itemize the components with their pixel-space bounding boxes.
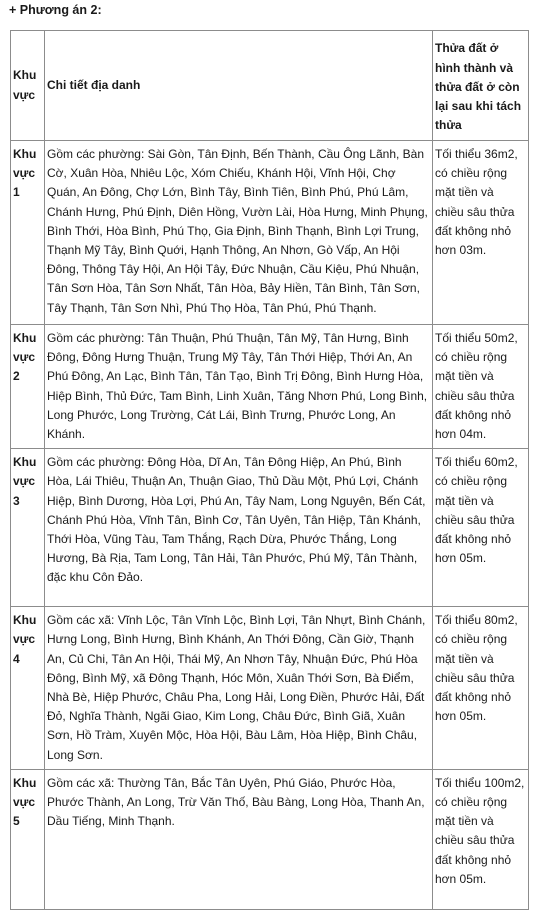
requirement-cell: Tối thiểu 50m2, có chiều rộng mặt tiền và chiều sâu thửa đất không nhỏ hơn 04m.: [433, 325, 529, 449]
table-row: [11, 769, 529, 909]
table-container: [0, 20, 535, 910]
region-cell: Khu vực 5: [11, 769, 45, 909]
table-row: [11, 449, 529, 607]
table-header-row: [11, 31, 529, 141]
detail-cell: Gồm các phường: Đông Hòa, Dĩ An, Tân Đông Hiệp, An Phú, Bình Hòa, Lái Thiêu, Thuận An, Thuận Giao, Thủ Dầu Một, Phú Lợi, Chánh Hiệp, Bình Dương, Hòa Lợi, Phú An, Tây Nam, Long Nguyên, Bến Cát, Chánh Phú Hòa, Vĩnh Tân, Bình Cơ, Tân Uyên, Tân Hiệp, Tân Khánh, Thới Hòa, Vũng Tàu, Tam Thắng, Rạch Dừa, Phước Thắng, Long Hương, Bà Rịa, Tam Long, Tân Hải, Tân Phước, Phú Mỹ, Tân Thành, đặc khu Côn Đảo.: [45, 449, 433, 607]
detail-cell: Gồm các xã: Thường Tân, Bắc Tân Uyên, Phú Giáo, Phước Hòa, Phước Thành, An Long, Trừ Văn Thố, Bàu Bàng, Long Hòa, Thanh An, Dầu Tiếng, Minh Thạnh.: [45, 769, 433, 909]
detail-cell: Gồm các xã: Vĩnh Lộc, Tân Vĩnh Lộc, Bình Lợi, Tân Nhựt, Bình Chánh, Hưng Long, Bình Hưng, Bình Khánh, An Thới Đông, Cần Giờ, Thạnh An, Củ Chi, Tân An Hội, Thái Mỹ, An Nhơn Tây, Nhuận Đức, Phú Hòa Đông, Bình Mỹ, xã Đông Thạnh, Hóc Môn, Xuân Thới Sơn, Bà Điểm, Nhà Bè, Hiệp Phước, Châu Pha, Long Hải, Long Điền, Phước Hải, Đất Đỏ, Nghĩa Thành, Ngãi Giao, Kim Long, Châu Đức, Bình Giã, Xuân Sơn, Hồ Tràm, Xuyên Mộc, Hòa Hội, Bàu Lâm, Hòa Hiệp, Bình Châu, Long Sơn.: [45, 607, 433, 770]
detail-cell: Gồm các phường: Tân Thuận, Phú Thuận, Tân Mỹ, Tân Hưng, Bình Đông, Đông Hưng Thuận, Trung Mỹ Tây, Tân Thới Hiệp, Thới An, An Phú Đông, An Lạc, Bình Tân, Tân Tạo, Bình Trị Đông, Bình Hưng Hòa, Hiệp Bình, Thủ Đức, Tam Bình, Linh Xuân, Tăng Nhơn Phú, Long Bình, Long Phước, Long Trường, Cát Lái, Bình Trưng, Phước Long, An Khánh.: [45, 325, 433, 449]
section-heading: + Phương án 2:: [9, 3, 102, 17]
table-row: [11, 141, 529, 325]
region-cell: Khu vực 1: [11, 141, 45, 325]
requirement-cell: Tối thiểu 80m2, có chiều rộng mặt tiền và chiều sâu thửa đất không nhỏ hơn 05m.: [433, 607, 529, 770]
requirement-cell: Tối thiểu 60m2, có chiều rộng mặt tiền và chiều sâu thửa đất không nhỏ hơn 05m.: [433, 449, 529, 607]
land-division-table: [10, 30, 529, 910]
table-row: [11, 325, 529, 449]
detail-cell: Gồm các phường: Sài Gòn, Tân Định, Bến Thành, Cầu Ông Lãnh, Bàn Cờ, Xuân Hòa, Nhiêu Lộc, Xóm Chiếu, Khánh Hội, Vĩnh Hội, Chợ Quán, An Đông, Chợ Lớn, Bình Tây, Bình Tiên, Bình Phú, Phú Lâm, Chánh Hưng, Phú Định, Diên Hồng, Vườn Lài, Hòa Hưng, Minh Phụng, Bình Thới, Hòa Bình, Phú Thọ, Gia Định, Bình Thạnh, Bình Lợi Trung, Thạnh Mỹ Tây, Bình Quới, Hạnh Thông, An Nhơn, Gò Vấp, An Hội Đông, Thông Tây Hội, An Hội Tây, Đức Nhuận, Cầu Kiệu, Phú Nhuận, Tân Sơn Hòa, Tân Sơn Nhất, Tân Hòa, Bảy Hiền, Tân Bình, Tân Sơn, Tây Thạnh, Tân Sơn Nhì, Phú Thọ Hòa, Tân Phú, Phú Thạnh.: [45, 141, 433, 325]
table-row: [11, 607, 529, 770]
header-detail: Chi tiết địa danh: [45, 31, 433, 141]
region-cell: Khu vực 3: [11, 449, 45, 607]
region-cell: Khu vực 2: [11, 325, 45, 449]
region-cell: Khu vực 4: [11, 607, 45, 770]
header-requirement: Thửa đất ở hình thành và thửa đất ở còn lại sau khi tách thửa: [433, 31, 529, 141]
requirement-cell: Tối thiểu 100m2, có chiều rộng mặt tiền và chiều sâu thửa đất không nhỏ hơn 05m.: [433, 769, 529, 909]
header-region: Khu vực: [11, 31, 45, 141]
requirement-cell: Tối thiểu 36m2, có chiều rộng mặt tiền và chiều sâu thửa đất không nhỏ hơn 03m.: [433, 141, 529, 325]
